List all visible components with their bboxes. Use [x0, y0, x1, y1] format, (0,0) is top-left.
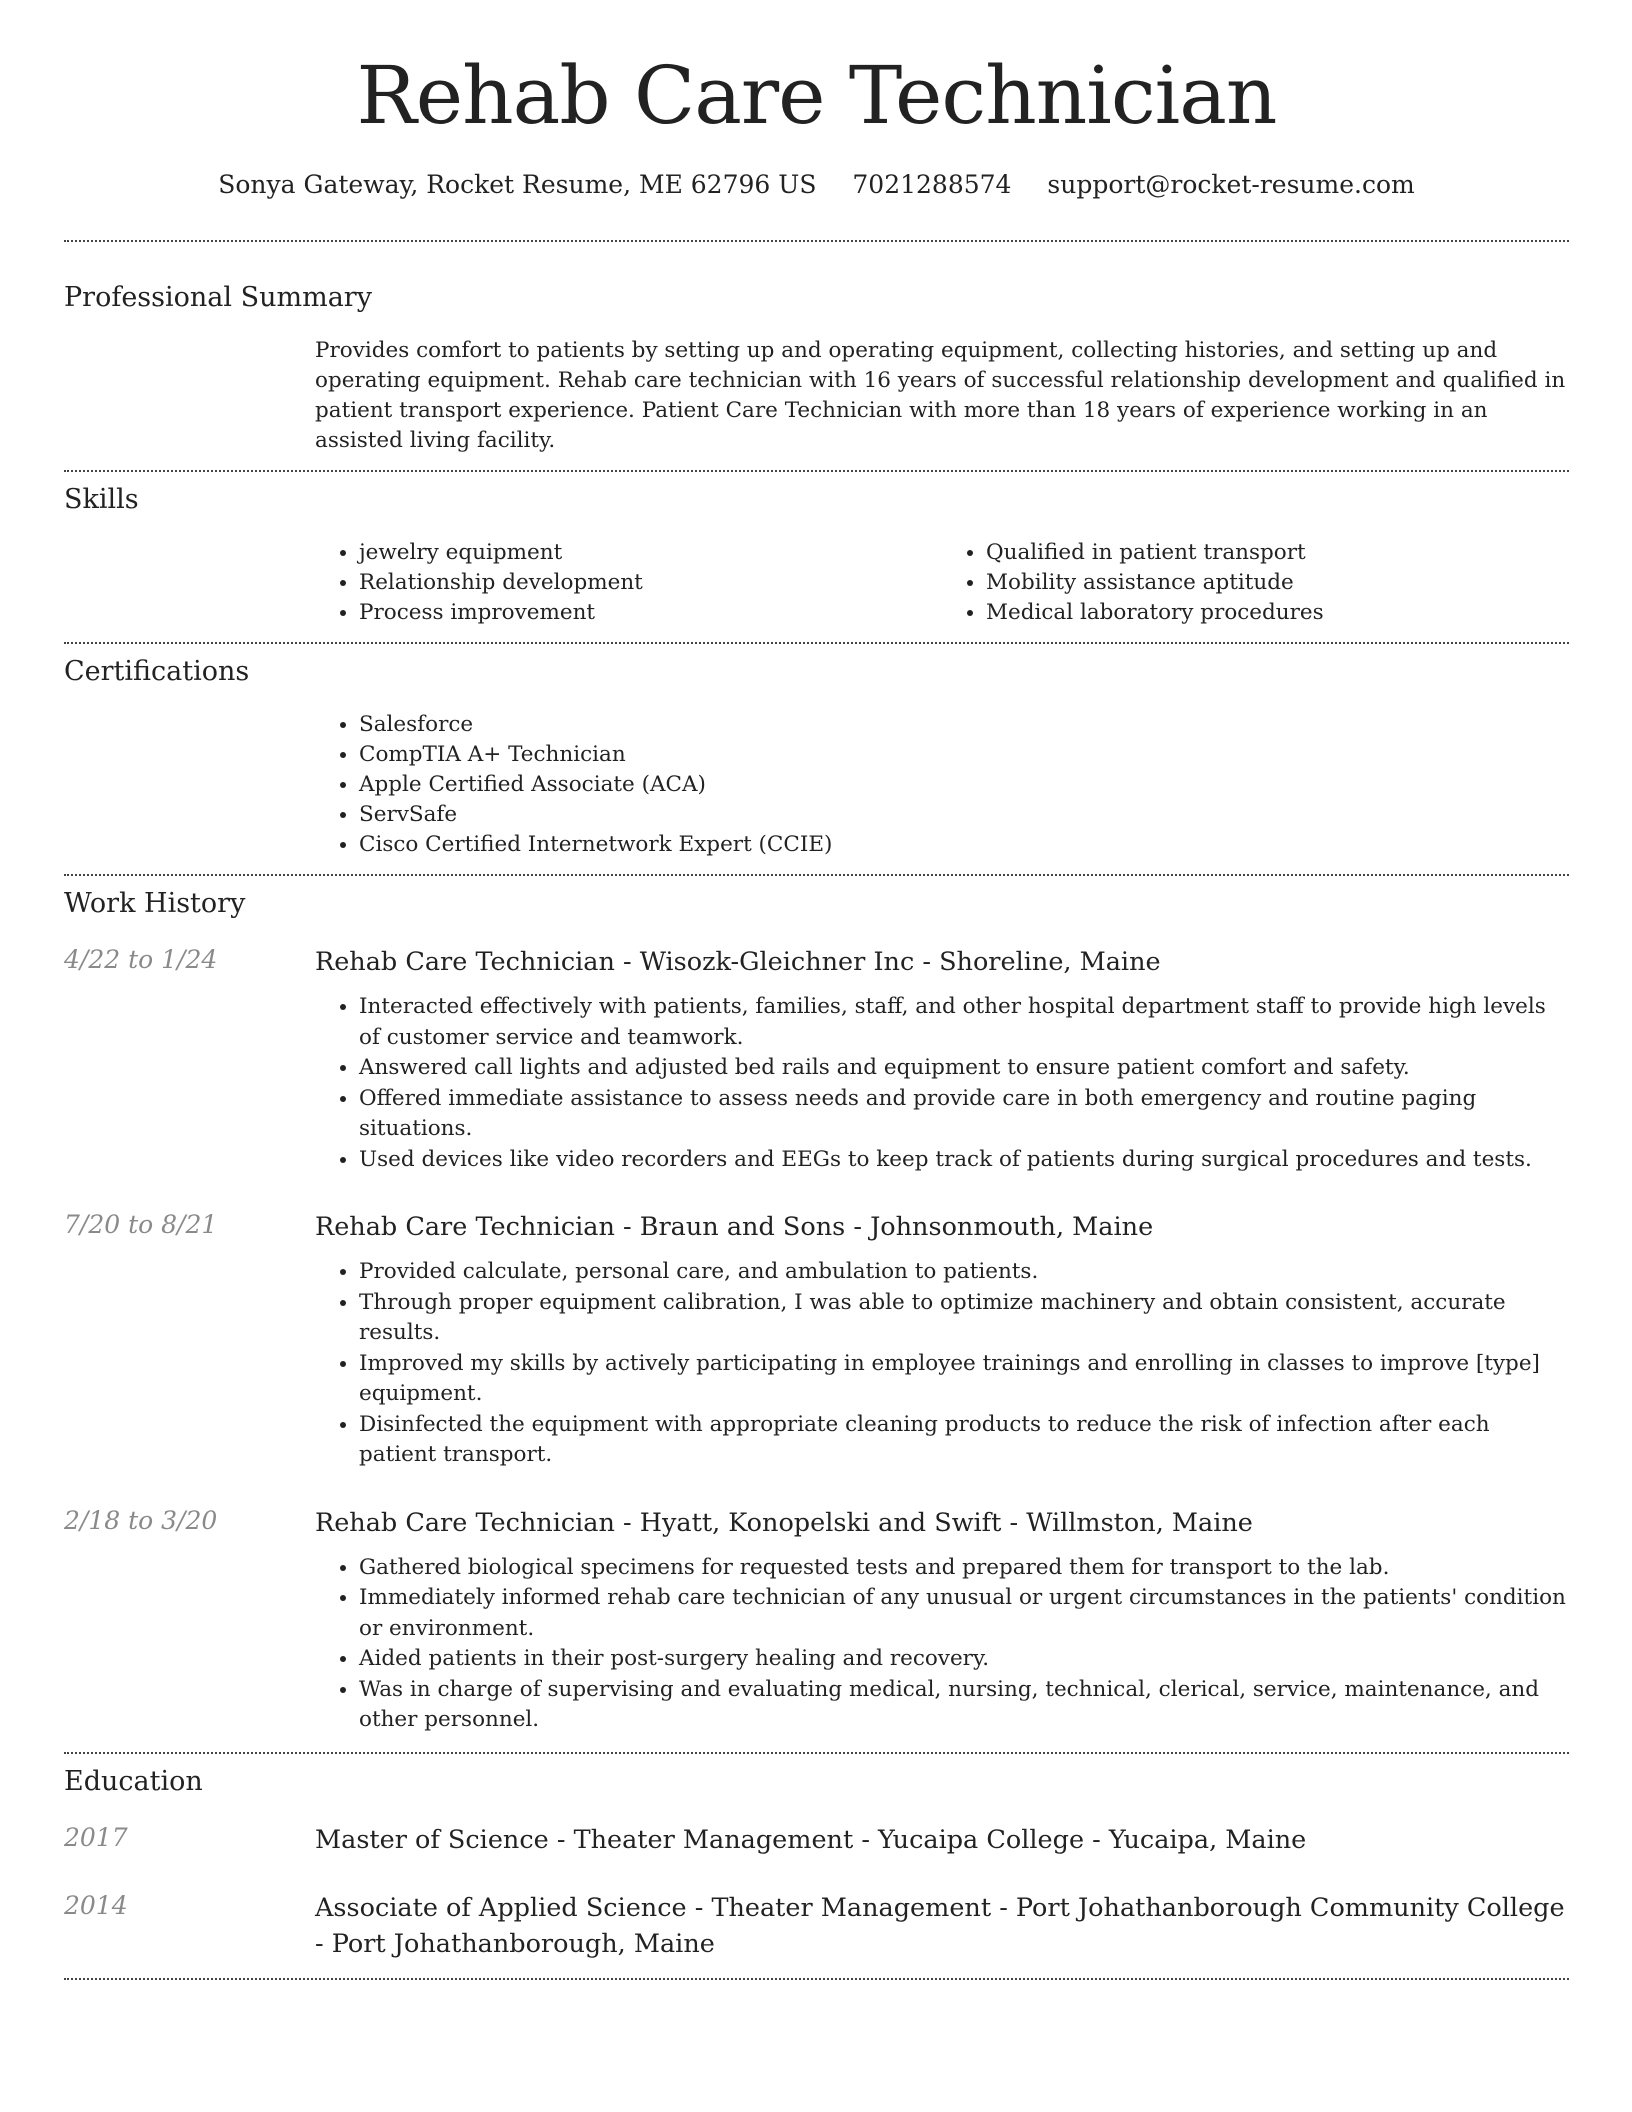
section-title-work: Work History — [64, 888, 246, 919]
job-dates: 7/20 to 8/21 — [64, 1210, 218, 1239]
job-location: Johnsonmouth, Maine — [870, 1212, 1154, 1242]
resume-title: Rehab Care Technician — [356, 49, 1277, 142]
skills-column-left — [315, 538, 942, 628]
resume-page — [64, 0, 1569, 1980]
section-title-certifications: Certifications — [64, 656, 250, 687]
job-bullets — [315, 1257, 1569, 1471]
job-role: Rehab Care Technician — [315, 1507, 615, 1538]
education-entry — [64, 1890, 1569, 1962]
job-heading: Rehab Care Technician - Wisozk-Gleichner Inc - Shoreline, Maine — [315, 947, 1161, 977]
list-item: • CompTIA A+ Technician — [359, 740, 1569, 770]
list-item: • Relationship development — [359, 568, 942, 598]
list-item: • Cisco Certified Internetwork Expert (CCIE) — [359, 830, 1569, 860]
list-item: • Was in charge of supervising and evaluating medical, nursing, technical, clerical, service, maintenance, and other personnel. — [359, 1675, 1569, 1736]
contact-email: support@rocket-resume.com — [1047, 170, 1415, 199]
list-item: • Aided patients in their post-surgery healing and recovery. — [359, 1644, 1569, 1675]
contact-line — [64, 170, 1569, 200]
education-heading: Master of Science - Theater Management - Yucaipa College - Yucaipa, Maine — [315, 1824, 1307, 1855]
job-location: Willmston, Maine — [1026, 1507, 1253, 1538]
summary-text: Provides comfort to patients by setting up and operating equipment, collecting histories, and setting up and operating equipment. Rehab care technician with 16 years of successful relationship development and qualified in patient transport experience. Patient Care Technician with more than 18 years of experience working in an assisted living facility. — [315, 338, 1566, 453]
contact-address: Sonya Gateway, Rocket Resume, ME 62796 US — [218, 170, 817, 199]
job-dates: 2/18 to 3/20 — [64, 1505, 218, 1535]
education-heading: Associate of Applied Science - Theater Management - Port Johathanborough Community College - Port Johathanborough, Maine — [315, 1892, 1565, 1959]
job-location: Shoreline, Maine — [939, 947, 1161, 977]
education-degree: Master of Science — [315, 1824, 549, 1855]
job-role: Rehab Care Technician — [315, 947, 615, 977]
list-item: • Interacted effectively with patients, families, staff, and other hospital department staff to provide high levels of customer service and teamwork. — [359, 992, 1569, 1053]
list-item: • Offered immediate assistance to assess needs and provide care in both emergency and routine paging situations. — [359, 1084, 1569, 1145]
education-school: Port Johathanborough Community College — [1015, 1892, 1565, 1923]
job-company: Braun and Sons — [639, 1212, 846, 1242]
job-company: Wisozk-Gleichner Inc — [639, 947, 915, 977]
list-item: • Provided calculate, personal care, and ambulation to patients. — [359, 1257, 1569, 1288]
education-section — [64, 1754, 1569, 1962]
list-item: • Used devices like video recorders and EEGs to keep track of patients during surgical procedures and tests. — [359, 1145, 1569, 1176]
list-item: • jewelry equipment — [359, 538, 942, 568]
job-entry — [64, 944, 1569, 1175]
education-location: Yucaipa, Maine — [1108, 1824, 1307, 1855]
education-year: 2017 — [64, 1822, 128, 1852]
list-item: • Qualified in patient transport — [986, 538, 1569, 568]
certifications-content — [315, 710, 1569, 860]
contact-phone: 7021288574 — [852, 170, 1012, 199]
job-entry — [64, 1505, 1569, 1736]
list-item: • Immediately informed rehab care technician of any unusual or urgent circumstances in the patients' condition or environment. — [359, 1583, 1569, 1644]
job-company: Hyatt, Konopelski and Swift — [639, 1507, 1002, 1538]
list-item: • Process improvement — [359, 598, 942, 628]
divider — [64, 1978, 1569, 1980]
certifications-list — [315, 710, 1569, 860]
education-year: 2014 — [64, 1890, 128, 1920]
list-item: • Apple Certified Associate (ACA) — [359, 770, 1569, 800]
list-item: • Mobility assistance aptitude — [986, 568, 1569, 598]
education-degree: Associate of Applied Science — [315, 1892, 687, 1923]
skills-list — [315, 538, 1569, 628]
list-item: • Medical laboratory procedures — [986, 598, 1569, 628]
education-entry — [64, 1822, 1569, 1858]
list-item: • Disinfected the equipment with appropriate cleaning products to reduce the risk of infection after each patient transport. — [359, 1410, 1569, 1471]
list-item: • ServSafe — [359, 800, 1569, 830]
job-entry — [64, 1209, 1569, 1471]
list-item: • Salesforce — [359, 710, 1569, 740]
job-bullets — [315, 1553, 1569, 1736]
education-field: Theater Management — [573, 1824, 854, 1855]
section-title-skills: Skills — [64, 484, 139, 515]
section-title-education: Education — [64, 1765, 203, 1797]
skills-column-right — [942, 538, 1569, 628]
list-item: • Answered call lights and adjusted bed rails and equipment to ensure patient comfort and safety. — [359, 1053, 1569, 1084]
education-field: Theater Management — [711, 1892, 992, 1923]
summary-content — [315, 336, 1569, 456]
work-section — [64, 876, 1569, 1736]
education-location: Port Johathanborough, Maine — [331, 1928, 715, 1959]
list-item: • Through proper equipment calibration, I was able to optimize machinery and obtain consistent, accurate results. — [359, 1288, 1569, 1349]
certifications-section — [64, 644, 1569, 860]
job-bullets — [315, 992, 1569, 1175]
job-heading: Rehab Care Technician - Braun and Sons - Johnsonmouth, Maine — [315, 1212, 1154, 1242]
summary-section — [64, 242, 1569, 456]
education-school: Yucaipa College — [878, 1824, 1085, 1855]
job-role: Rehab Care Technician — [315, 1212, 615, 1242]
list-item: • Improved my skills by actively participating in employee trainings and enrolling in classes to improve [type] equipment. — [359, 1349, 1569, 1410]
section-title-summary: Professional Summary — [64, 282, 372, 313]
job-heading: Rehab Care Technician - Hyatt, Konopelski and Swift - Willmston, Maine — [315, 1507, 1253, 1538]
list-item: • Gathered biological specimens for requested tests and prepared them for transport to the lab. — [359, 1553, 1569, 1584]
job-dates: 4/22 to 1/24 — [64, 945, 218, 974]
skills-section — [64, 472, 1569, 628]
